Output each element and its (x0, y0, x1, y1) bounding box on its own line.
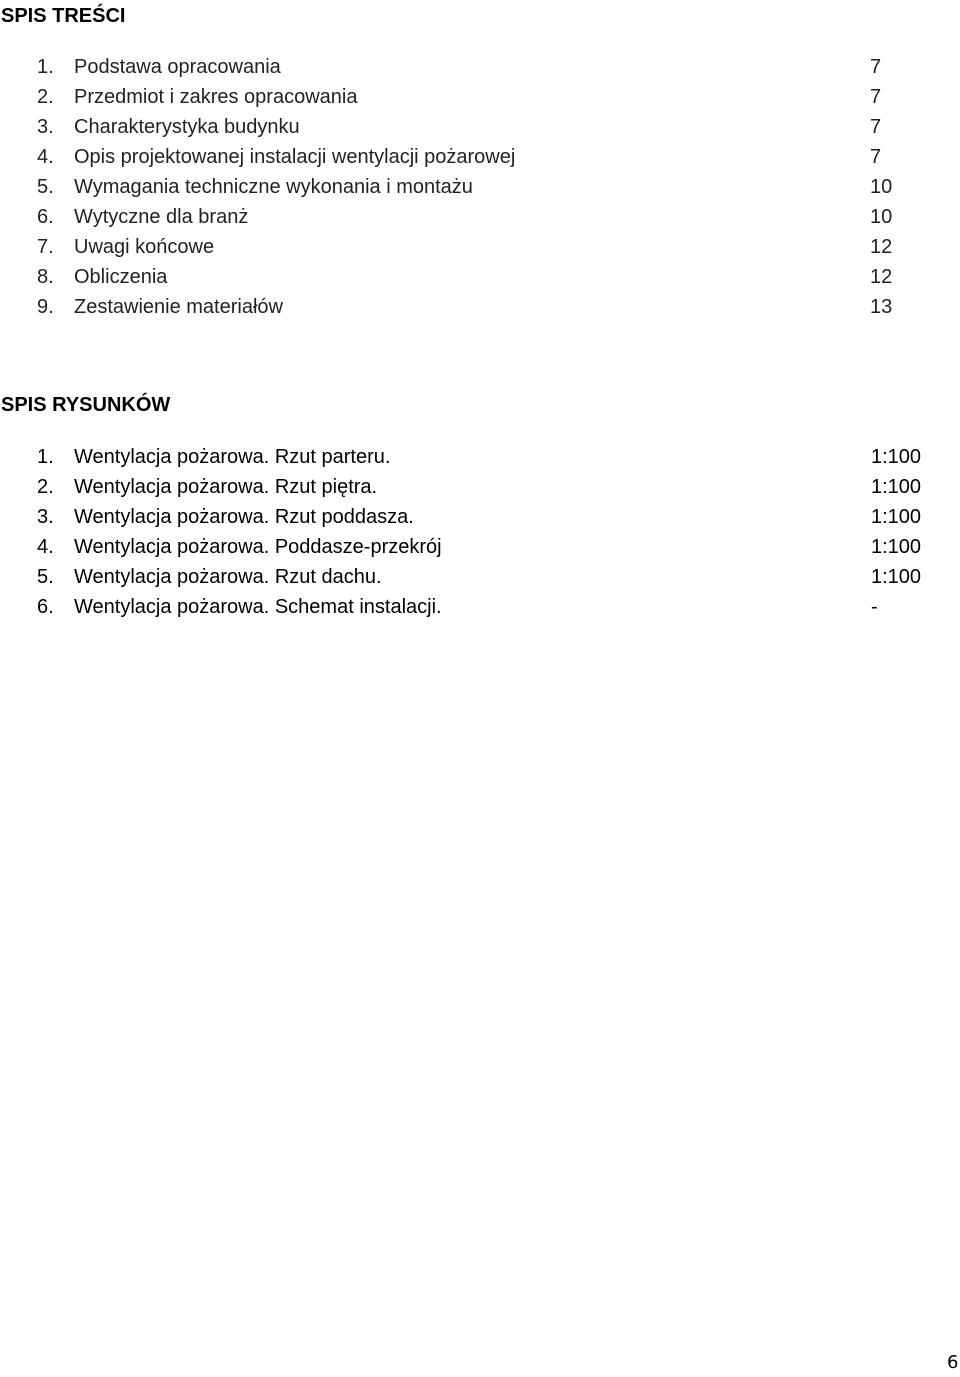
toc-item-page: 13 (870, 296, 893, 318)
toc-item (0, 232, 960, 262)
toc-item-page: 12 (870, 236, 893, 258)
drawing-item-number: 3. (37, 506, 54, 528)
drawing-item-scale: 1:100 (871, 566, 922, 588)
toc-item-number: 4. (37, 146, 54, 168)
drawing-item-scale: - (871, 596, 878, 618)
drawing-item-number: 6. (37, 596, 54, 618)
drawings-list (0, 442, 960, 622)
drawing-item-number: 1. (37, 446, 54, 468)
toc-item-number: 6. (37, 206, 54, 228)
toc-item (0, 142, 960, 172)
drawing-item (0, 442, 960, 472)
toc-item-title: Charakterystyka budynku (74, 116, 300, 138)
toc-item-title: Przedmiot i zakres opracowania (74, 86, 358, 108)
toc-item (0, 172, 960, 202)
drawing-item-scale: 1:100 (871, 536, 922, 558)
toc-item-page: 10 (870, 206, 893, 228)
drawing-item-number: 2. (37, 476, 54, 498)
toc-item-number: 1. (37, 56, 54, 78)
toc-item-number: 3. (37, 116, 54, 138)
toc-item-page: 10 (870, 176, 893, 198)
drawing-item-title: Wentylacja pożarowa. Rzut poddasza. (74, 506, 414, 528)
drawing-item-title: Wentylacja pożarowa. Poddasze-przekrój (74, 536, 442, 558)
toc-item (0, 262, 960, 292)
toc-item-title: Wytyczne dla branż (74, 206, 249, 228)
toc-item-title: Wymagania techniczne wykonania i montażu (74, 176, 473, 198)
toc-item (0, 292, 960, 322)
toc-item-number: 9. (37, 296, 54, 318)
toc-item (0, 52, 960, 82)
toc-item (0, 202, 960, 232)
toc-item-page: 7 (870, 86, 882, 108)
toc-item-number: 8. (37, 266, 54, 288)
toc-item-title: Uwagi końcowe (74, 236, 215, 258)
toc-item (0, 112, 960, 142)
toc-heading: SPIS TREŚCI (1, 5, 126, 27)
toc-item-title: Obliczenia (74, 266, 168, 288)
drawings-heading: SPIS RYSUNKÓW (1, 394, 171, 416)
toc-item-page: 7 (870, 146, 882, 168)
drawing-item (0, 472, 960, 502)
toc-item-title: Podstawa opracowania (74, 56, 281, 78)
drawing-item-scale: 1:100 (871, 476, 922, 498)
toc-item-number: 7. (37, 236, 54, 258)
toc-item-page: 7 (870, 56, 882, 78)
drawing-item-number: 5. (37, 566, 54, 588)
drawing-item (0, 532, 960, 562)
drawing-item-title: Wentylacja pożarowa. Schemat instalacji. (74, 596, 442, 618)
toc-item-title: Zestawienie materiałów (74, 296, 283, 318)
toc-item-page: 12 (870, 266, 893, 288)
drawing-item-number: 4. (37, 536, 54, 558)
toc-list (0, 52, 960, 322)
drawing-item-scale: 1:100 (871, 506, 922, 528)
drawing-item (0, 562, 960, 592)
drawing-item-title: Wentylacja pożarowa. Rzut piętra. (74, 476, 378, 498)
toc-item-number: 2. (37, 86, 54, 108)
drawing-item-title: Wentylacja pożarowa. Rzut dachu. (74, 566, 382, 588)
drawing-item (0, 502, 960, 532)
drawing-item (0, 592, 960, 622)
page-number: 6 (947, 1352, 959, 1373)
drawing-item-title: Wentylacja pożarowa. Rzut parteru. (74, 446, 391, 468)
drawing-item-scale: 1:100 (871, 446, 922, 468)
toc-item (0, 82, 960, 112)
toc-item-number: 5. (37, 176, 54, 198)
toc-item-page: 7 (870, 116, 882, 138)
toc-item-title: Opis projektowanej instalacji wentylacji pożarowej (74, 146, 516, 168)
